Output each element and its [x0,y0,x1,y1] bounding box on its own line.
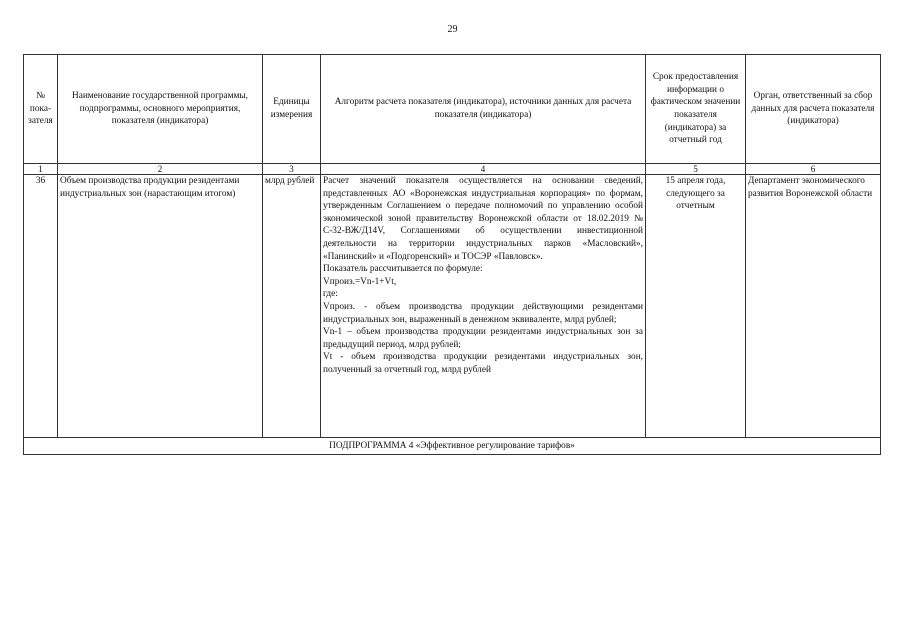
algorithm-paragraph: Показатель рассчитывается по формуле: [323,264,483,275]
header-organ: Орган, ответственный за сбор данных для расчета показателя (индикатора) [746,55,881,164]
indicator-name: Объем производства продукции резидентами индустриальных зон (нарастающим итогом) [58,175,263,438]
indicator-unit: млрд рублей [263,175,321,438]
algorithm-paragraph: Расчет значений показателя осуществляется на основании сведений, представленных АО «Воронежская индустриальная корпорация» по формам, утвержденным Соглашением о передаче полномочий по управлению особой экономической зоной правительству Воронежской области от 18.02.2019 № С-32-ВЖ/Д14V, Соглашениями об осуществлении инвестиционной деятельности на территории индустриальных парков «Масловский», «Панинский» и «Подгоренский» и ТОСЭР «Павловск». [323,176,643,262]
algorithm-formula: Vпроиз.=Vn-1+Vt, [323,276,397,287]
header-unit: Единицы измерения [263,55,321,164]
algorithm-paragraph: где: [323,289,338,300]
subprogram-row [24,438,881,455]
header-name: Наименование государственной программы, подпрограммы, основного мероприятия, показателя (индикатора) [58,55,263,164]
header-number: № пока-зателя [24,55,58,164]
algorithm-paragraph: Vt - объем производства продукции резидентами индустриальных зон, полученный за отчетный год, млрд рублей [323,352,643,375]
indicators-table [23,54,881,455]
subprogram-title: ПОДПРОГРАММА 4 «Эффективное регулирование тарифов» [24,438,881,455]
column-number: 4 [321,164,646,175]
column-number: 5 [646,164,746,175]
column-number: 1 [24,164,58,175]
header-period: Срок предоставления информации о фактическом значении показателя (индикатора) за отчетный год [646,55,746,164]
indicator-algorithm [321,175,646,438]
row-number: 36 [24,175,58,438]
column-number: 3 [263,164,321,175]
responsible-organ: Департамент экономического развития Воронежской области [746,175,881,438]
algorithm-paragraph: Vпроиз. - объем производства продукции действующими резидентами индустриальных зон, выраженный в денежном эквиваленте, млрд рублей; [323,301,643,325]
algorithm-paragraph: Vn-1 – объем производства продукции резидентами индустриальных зон за предыдущий период, млрд рублей; [323,327,643,350]
column-number: 2 [58,164,263,175]
header-algorithm: Алгоритм расчета показателя (индикатора), источники данных для расчета показателя (индикатора) [321,55,646,164]
header-row [24,55,881,164]
page-number: 29 [447,24,458,35]
reporting-period: 15 апреля года, следующего за отчетным [646,175,746,438]
table-row [24,175,881,438]
column-numbers-row [24,164,881,175]
column-number: 6 [746,164,881,175]
